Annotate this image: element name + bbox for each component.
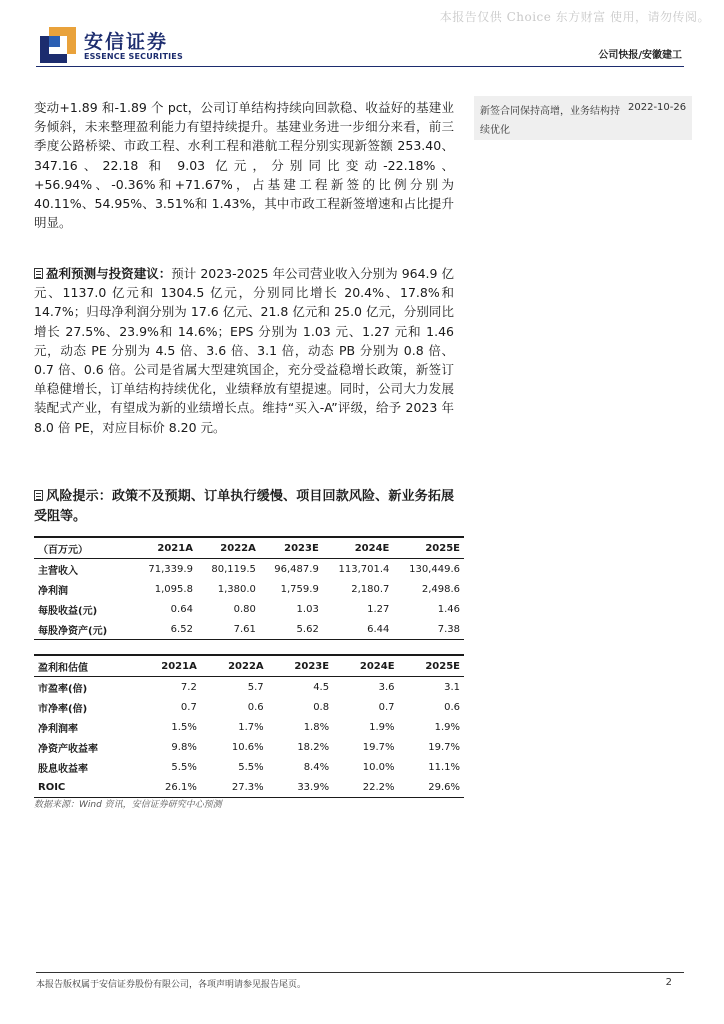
table-row bbox=[34, 777, 464, 798]
table-header-cell: 2025E bbox=[393, 537, 464, 559]
table-cell: 1.7% bbox=[238, 721, 264, 733]
row-label: ROIC bbox=[34, 777, 134, 798]
page-number: 2 bbox=[665, 977, 672, 988]
table-cell: 1.03 bbox=[296, 603, 319, 615]
table-cell: 22.2% bbox=[333, 777, 398, 798]
table-header-row bbox=[34, 537, 464, 559]
row-label: 净资产收益率 bbox=[38, 743, 98, 755]
row-label: 净利润率 bbox=[38, 723, 78, 735]
data-source-note: 数据来源：Wind 资讯，安信证券研究中心预测 bbox=[34, 800, 222, 810]
essence-logo-icon bbox=[40, 27, 76, 63]
table-cell: 5.5% bbox=[238, 761, 264, 773]
header-divider bbox=[36, 66, 684, 67]
table-cell: 19.7% bbox=[362, 741, 395, 753]
table-cell: 0.8 bbox=[313, 701, 330, 713]
table-header-cell: 盈利和估值 bbox=[34, 655, 134, 677]
table-cell: 0.7 bbox=[180, 701, 197, 713]
table-row bbox=[34, 697, 464, 717]
document-icon bbox=[34, 268, 43, 279]
table-row bbox=[34, 599, 464, 619]
table-row bbox=[34, 619, 464, 640]
table-header-cell: 2023E bbox=[260, 537, 323, 559]
body-paragraph-2 bbox=[34, 264, 454, 437]
table-cell: 1.27 bbox=[367, 603, 390, 615]
table-cell: 10.6% bbox=[231, 741, 264, 753]
table-cell: 130,449.6 bbox=[409, 563, 460, 575]
row-label: 净利润 bbox=[38, 585, 68, 597]
table-cell: 27.3% bbox=[201, 777, 268, 798]
table-cell: 96,487.9 bbox=[274, 563, 319, 575]
table-header-cell: 2023E bbox=[268, 655, 333, 677]
brand-name-cn: 安信证券 bbox=[84, 31, 169, 53]
table-cell: 33.9% bbox=[268, 777, 333, 798]
body-paragraph-3 bbox=[34, 487, 454, 527]
table-cell: 7.38 bbox=[393, 619, 464, 640]
table-cell: 3.1 bbox=[444, 681, 460, 693]
body-paragraph-1: 变动+1.89 和-1.89 个 pct，公司订单结构持续向回款稳、收益好的基建业务倾斜，未来整理盈利能力有望持续提升。基建业务进一步细分来看，前三季度公路桥梁、市政工程、水利工程和港航工程分别实现新签额 253.40、347.16、22.18 和 9.03 亿元，分别同比变动-22.18%、+56.94%、-0.36%和+71.67%，占基建工程新签的比例分别为 40.11%、54.95%、3.51%和 1.43%，其中市政工程新签增速和占比提升明显。 bbox=[34, 100, 454, 231]
table-header-cell: （百万元） bbox=[34, 537, 134, 559]
table-header-cell: 2025E bbox=[399, 655, 464, 677]
table-cell: 1,759.9 bbox=[280, 583, 319, 595]
report-category: 公司快报/安徽建工 bbox=[598, 50, 682, 61]
table-cell: 11.1% bbox=[428, 761, 460, 773]
table-cell: 0.6 bbox=[247, 701, 264, 713]
document-icon bbox=[34, 490, 43, 501]
table-header-cell: 2021A bbox=[134, 655, 201, 677]
table-cell: 26.1% bbox=[134, 777, 201, 798]
table-cell: 29.6% bbox=[399, 777, 464, 798]
row-label: 市净率(倍) bbox=[38, 703, 88, 715]
table-header-cell: 2022A bbox=[197, 537, 260, 559]
table-header-cell: 2021A bbox=[134, 537, 197, 559]
table-row bbox=[34, 717, 464, 737]
table-cell: 71,339.9 bbox=[148, 563, 193, 575]
row-label: 股息收益率 bbox=[38, 763, 88, 775]
table-header-cell: 2022A bbox=[201, 655, 268, 677]
table-cell: 4.5 bbox=[313, 681, 330, 693]
table-cell: 1.8% bbox=[303, 721, 330, 733]
table-cell: 5.7 bbox=[247, 681, 264, 693]
table-row bbox=[34, 757, 464, 777]
valuation-table bbox=[34, 654, 464, 798]
report-date: 2022-10-26 bbox=[628, 102, 687, 113]
financial-table bbox=[34, 536, 464, 640]
table-cell: 10.0% bbox=[362, 761, 395, 773]
table-cell: 0.6 bbox=[444, 701, 460, 713]
brand-name-en: ESSENCE SECURITIES bbox=[84, 52, 183, 61]
table-cell: 5.5% bbox=[171, 761, 197, 773]
table-cell: 8.4% bbox=[303, 761, 330, 773]
table-cell: 7.2 bbox=[180, 681, 197, 693]
table-cell: 1.9% bbox=[369, 721, 395, 733]
row-label: 每股净资产(元) bbox=[34, 619, 134, 640]
table-cell: 0.80 bbox=[233, 603, 256, 615]
table-cell: 18.2% bbox=[297, 741, 330, 753]
table-cell: 2,498.6 bbox=[421, 583, 460, 595]
risk-warning: 风险提示：政策不及预期、订单执行缓慢、项目回款风险、新业务拓展受阻等。 bbox=[34, 489, 454, 524]
table-cell: 0.64 bbox=[170, 603, 193, 615]
section-title-forecast: 盈利预测与投资建议： bbox=[46, 266, 172, 281]
watermark: 本报告仅供 Choice 东方财富 使用，请勿传阅。 bbox=[439, 10, 710, 24]
footer-divider bbox=[36, 972, 684, 973]
table-row bbox=[34, 559, 464, 580]
table-cell: 6.44 bbox=[323, 619, 394, 640]
table-cell: 2,180.7 bbox=[351, 583, 390, 595]
row-label: 主营收入 bbox=[38, 565, 78, 577]
table-header-row bbox=[34, 655, 464, 677]
table-cell: 1,380.0 bbox=[217, 583, 256, 595]
table-cell: 1,095.8 bbox=[154, 583, 193, 595]
table-cell: 6.52 bbox=[134, 619, 197, 640]
row-label: 每股收益(元) bbox=[38, 605, 98, 617]
row-label: 市盈率(倍) bbox=[38, 683, 88, 695]
table-cell: 80,119.5 bbox=[211, 563, 256, 575]
table-cell: 1.46 bbox=[437, 603, 460, 615]
table-cell: 3.6 bbox=[378, 681, 395, 693]
copyright-footer: 本报告版权属于安信证券股份有限公司，各项声明请参见报告尾页。 bbox=[36, 980, 307, 990]
table-header-cell: 2024E bbox=[323, 537, 394, 559]
table-cell: 113,701.4 bbox=[338, 563, 390, 575]
forecast-body: 预计 2023-2025 年公司营业收入分别为 964.9 亿元、1137.0 亿元和 1304.5 亿元，分别同比增长 20.4%、17.8%和 14.7%；归母净利润分别为 17.6 亿元、21.8 亿元和 25.0 亿元，分别同比增长 27.5%、23.9%和 14.6%；EPS 分别为 1.03 元、1.27 元和 1.46 元，动态 PE 分别为 4.5 倍、3.6 倍、3.1 倍，动态 PB 分别为 0.8 倍、0.7 倍、0.6 倍。公司是省属大型建筑国企，充分受益稳增长政策，新签订单稳健增长，订单结构持续优化，业绩释放有望提速。同时，公司大力发展装配式产业，有望成为新的业绩增长点。维持“买入-A”评级，给予 2023 年 8.0 倍 PE，对应目标价 8.20 元。 bbox=[34, 266, 454, 435]
table-cell: 1.5% bbox=[171, 721, 197, 733]
table-cell: 9.8% bbox=[171, 741, 197, 753]
table-header-cell: 2024E bbox=[333, 655, 398, 677]
table-cell: 5.62 bbox=[260, 619, 323, 640]
table-row bbox=[34, 677, 464, 698]
table-cell: 0.7 bbox=[378, 701, 395, 713]
sidebar-title: 新签合同保持高增，业务结构持续优化 bbox=[480, 106, 620, 136]
table-cell: 19.7% bbox=[428, 741, 460, 753]
table-row bbox=[34, 737, 464, 757]
table-cell: 7.61 bbox=[197, 619, 260, 640]
table-cell: 1.9% bbox=[434, 721, 460, 733]
table-row bbox=[34, 579, 464, 599]
